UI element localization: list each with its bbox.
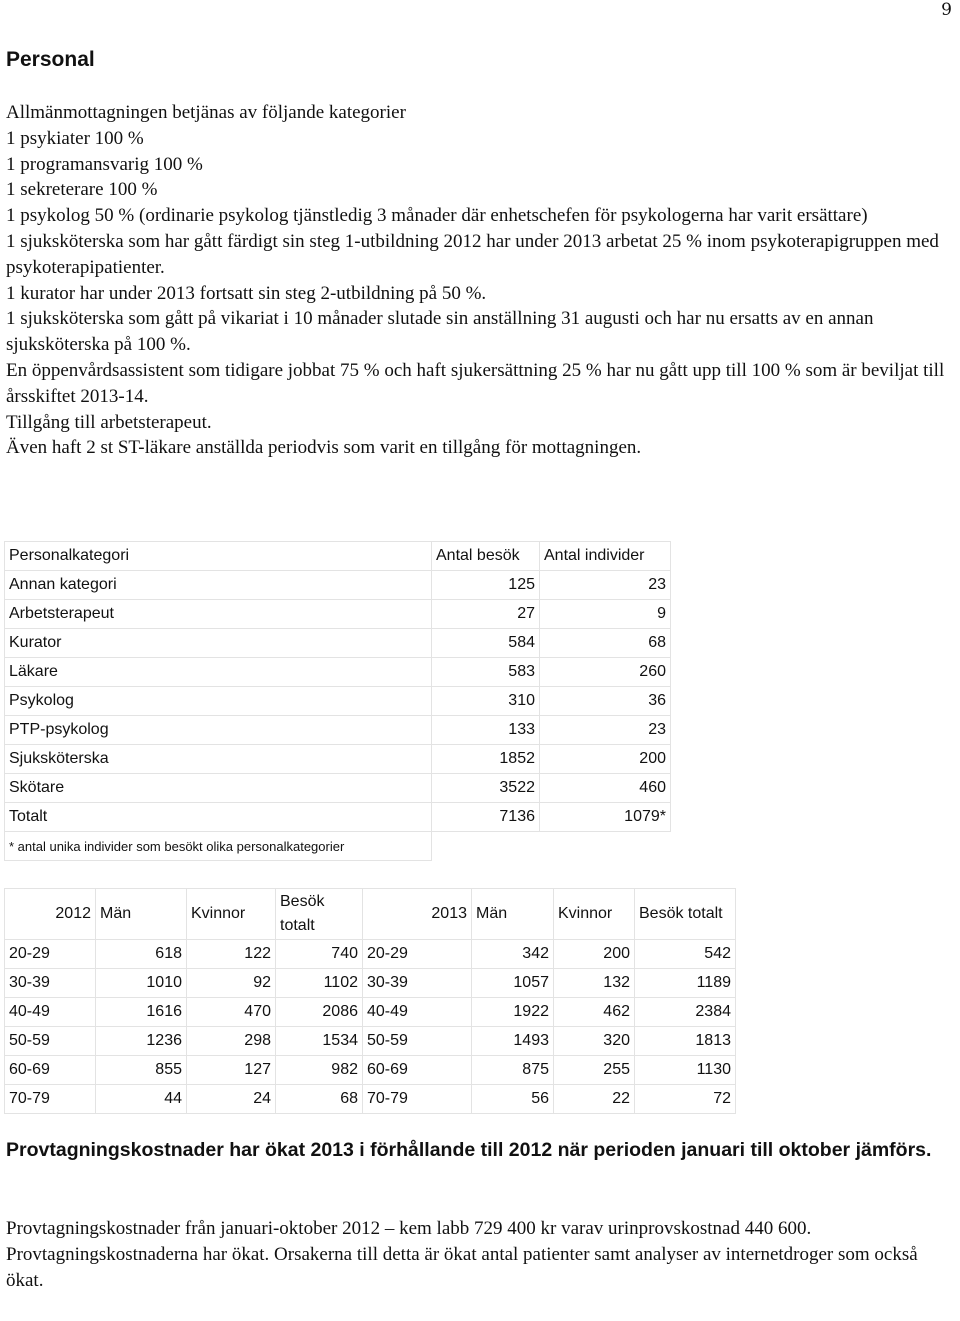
visits-cell: 133 [432,716,540,745]
table-row [5,1056,736,1085]
table-footnote-row [5,832,671,861]
paragraph: 1 psykiater 100 % [6,127,144,149]
total-cell: 68 [276,1085,363,1114]
women-cell: 24 [187,1085,276,1114]
paragraph: Tillgång till arbetsterapeut. [6,411,212,433]
total-cell: 542 [635,940,736,969]
table-row [5,658,671,687]
visits-cell: 1852 [432,745,540,774]
men-cell: 1057 [472,969,554,998]
table-row [5,745,671,774]
table-header-row [5,542,671,571]
category-cell: Skötare [5,774,432,803]
category-cell: PTP-psykolog [5,716,432,745]
table-row [5,600,671,629]
individuals-cell: 260 [540,658,671,687]
women-cell: 122 [187,940,276,969]
page-number: 9 [941,0,952,20]
category-cell: Psykolog [5,687,432,716]
age-group-cell: 20-29 [5,940,96,969]
individuals-cell: 200 [540,745,671,774]
table-row [5,940,736,969]
table-row [5,969,736,998]
visits-cell: 125 [432,571,540,600]
individuals-cell: 23 [540,716,671,745]
women-cell: 92 [187,969,276,998]
men-cell: 1010 [96,969,187,998]
total-cell: 2384 [635,998,736,1027]
age-group-cell: 40-49 [363,998,472,1027]
header-cell: Antal besök [432,542,540,571]
paragraph: En öppenvårdsassistent som tidigare jobbat 75 % och haft sjukersättning 25 % har nu gått upp till 100 % som är beviljat till årsskiftet 2013-14. [6,359,945,407]
men-cell: 1616 [96,998,187,1027]
header-cell: Män [472,889,554,940]
category-cell: Läkare [5,658,432,687]
table-row [5,571,671,600]
men-cell: 1493 [472,1027,554,1056]
staffing-description [6,100,952,461]
women-cell: 200 [554,940,635,969]
men-cell: 1922 [472,998,554,1027]
table-row [5,687,671,716]
paragraph: 1 programansvarig 100 % [6,153,203,175]
header-cell: Besök totalt [276,889,363,940]
visits-cell: 310 [432,687,540,716]
men-cell: 1236 [96,1027,187,1056]
women-cell: 132 [554,969,635,998]
individuals-cell: 460 [540,774,671,803]
paragraph: Provtagningskostnaderna har ökat. Orsakerna till detta är ökat antal patienter samt analyser av internetdroger som också ökat. [6,1243,918,1291]
sampling-costs-description [6,1216,936,1293]
header-cell: Kvinnor [187,889,276,940]
paragraph: 1 sjuksköterska som har gått färdigt sin steg 1-utbildning 2012 har under 2013 arbetat 25 % inom psykoterapigruppen med psykoterapipatienter. [6,230,939,278]
age-group-cell: 40-49 [5,998,96,1027]
age-gender-table [4,888,736,1114]
paragraph: 1 sjuksköterska som gått på vikariat i 10 månader slutade sin anställning 31 augusti och har nu ersatts av en annan sjuksköterska på 100 %. [6,308,874,356]
table-row [5,803,671,832]
women-cell: 298 [187,1027,276,1056]
individuals-cell: 1079* [540,803,671,832]
women-cell: 22 [554,1085,635,1114]
header-cell: Besök totalt [635,889,736,940]
age-group-cell: 30-39 [5,969,96,998]
men-cell: 855 [96,1056,187,1085]
total-cell: 982 [276,1056,363,1085]
individuals-cell: 9 [540,600,671,629]
total-cell: 740 [276,940,363,969]
paragraph: Provtagningskostnader från januari-oktober 2012 – kem labb 729 400 kr varav urinprovskostnad 440 600. [6,1218,812,1239]
category-cell: Sjuksköterska [5,745,432,774]
personnel-table [4,541,671,861]
visits-cell: 584 [432,629,540,658]
table-row [5,629,671,658]
paragraph: 1 psykolog 50 % (ordinarie psykolog tjänstledig 3 månader där enhetschefen för psykologerna har varit ersättare) [6,205,868,227]
men-cell: 56 [472,1085,554,1114]
age-group-cell: 70-79 [5,1085,96,1114]
table-row [5,1085,736,1114]
total-cell: 1102 [276,969,363,998]
women-cell: 127 [187,1056,276,1085]
header-cell: Personalkategori [5,542,432,571]
men-cell: 44 [96,1085,187,1114]
individuals-cell: 36 [540,687,671,716]
header-cell: Kvinnor [554,889,635,940]
age-group-cell: 60-69 [5,1056,96,1085]
section2-title: Provtagningskostnader har ökat 2013 i förhållande till 2012 när perioden januari till oktober jämförs. [6,1139,932,1161]
age-group-cell: 70-79 [363,1085,472,1114]
footnote: * antal unika individer som besökt olika personalkategorier [5,832,432,861]
men-cell: 342 [472,940,554,969]
header-cell: Män [96,889,187,940]
table-row [5,1027,736,1056]
age-group-cell: 50-59 [363,1027,472,1056]
women-cell: 470 [187,998,276,1027]
visits-cell: 583 [432,658,540,687]
total-cell: 1534 [276,1027,363,1056]
men-cell: 875 [472,1056,554,1085]
table-row [5,716,671,745]
total-cell: 72 [635,1085,736,1114]
visits-cell: 3522 [432,774,540,803]
individuals-cell: 68 [540,629,671,658]
women-cell: 462 [554,998,635,1027]
women-cell: 320 [554,1027,635,1056]
total-cell: 1130 [635,1056,736,1085]
age-group-cell: 50-59 [5,1027,96,1056]
age-group-cell: 20-29 [363,940,472,969]
header-cell: Antal individer [540,542,671,571]
paragraph: 1 kurator har under 2013 fortsatt sin steg 2-utbildning på 50 %. [6,282,487,304]
age-group-cell: 60-69 [363,1056,472,1085]
men-cell: 618 [96,940,187,969]
category-cell: Kurator [5,629,432,658]
header-cell: 2013 [363,889,472,940]
paragraph: Allmänmottagningen betjänas av följande kategorier [6,102,406,123]
total-cell: 2086 [276,998,363,1027]
age-group-cell: 30-39 [363,969,472,998]
table-row [5,774,671,803]
visits-cell: 27 [432,600,540,629]
paragraph: Även haft 2 st ST-läkare anställda periodvis som varit en tillgång för mottagningen. [6,437,642,459]
visits-cell: 7136 [432,803,540,832]
category-cell: Totalt [5,803,432,832]
paragraph: 1 sekreterare 100 % [6,179,158,201]
total-cell: 1813 [635,1027,736,1056]
individuals-cell: 23 [540,571,671,600]
table-row [5,998,736,1027]
section-title: Personal [6,48,95,71]
total-cell: 1189 [635,969,736,998]
women-cell: 255 [554,1056,635,1085]
table-header-row [5,889,736,940]
header-cell: 2012 [5,889,96,940]
category-cell: Arbetsterapeut [5,600,432,629]
category-cell: Annan kategori [5,571,432,600]
